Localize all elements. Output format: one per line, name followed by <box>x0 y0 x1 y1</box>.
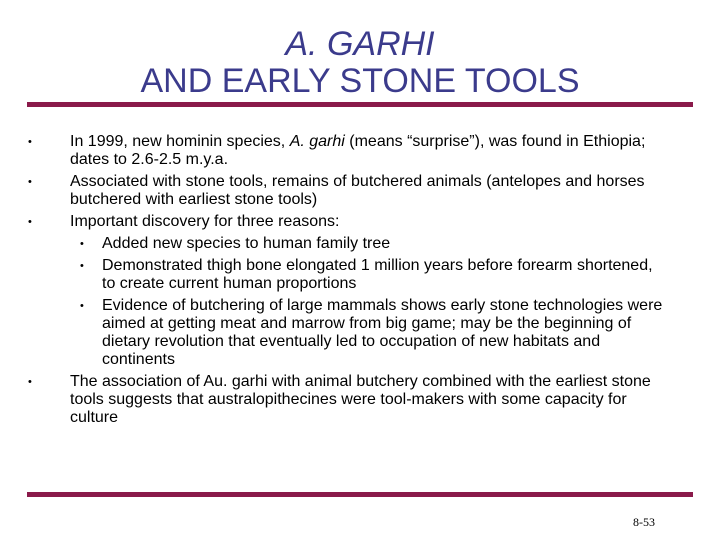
sub-bullet-item-2 <box>28 257 668 293</box>
slide-body <box>28 133 668 431</box>
sub-bullet-item-3 <box>28 297 668 369</box>
bullet-item-2 <box>28 173 668 209</box>
sub-bullet-3-text: Evidence of butchering of large mammals shows early stone technologies were aimed at getting meat and marrow from big game; may be the beginning of dietary revolution that eventually led to occupation of new habitats and continents <box>102 297 663 368</box>
bullet-icon: • <box>28 376 32 388</box>
slide-title-line-2: AND EARLY STONE TOOLS <box>140 62 580 100</box>
bullet-2-text: Associated with stone tools, remains of butchered animals (antelopes and horses butchered with earliest stone tools) <box>70 173 645 208</box>
sub-bullet-item-1 <box>28 235 668 253</box>
bullet-icon: • <box>28 216 32 228</box>
bottom-divider <box>27 492 693 497</box>
bullet-4-text: The association of Au. garhi with animal butchery combined with the earliest stone tools suggests that australopithecines were tool-makers with some capacity for culture <box>70 373 651 426</box>
bullet-1-text-pre: In 1999, new hominin species, <box>70 133 290 150</box>
sub-bullet-2-text: Demonstrated thigh bone elongated 1 million years before forearm shortened, to create current human proportions <box>102 257 653 292</box>
bullet-item-3 <box>28 213 668 231</box>
slide-title <box>0 26 720 100</box>
sub-bullet-icon: • <box>80 238 84 250</box>
bullet-item-4 <box>28 373 668 427</box>
sub-bullet-icon: • <box>80 300 84 312</box>
slide-title-line-1: A. GARHI <box>285 25 435 63</box>
bullet-1-species-name: A. garhi <box>289 133 345 150</box>
top-divider <box>27 102 693 107</box>
bullet-1-text-post: (means “surprise”), was found in Ethiopia; dates to 2.6-2.5 m.y.a. <box>70 133 646 168</box>
bullet-icon: • <box>28 136 32 148</box>
sub-bullet-1-text: Added new species to human family tree <box>102 235 391 252</box>
sub-bullet-icon: • <box>80 260 84 272</box>
bullet-item-1 <box>28 133 668 169</box>
bullet-3-text: Important discovery for three reasons: <box>70 213 340 230</box>
bullet-icon: • <box>28 176 32 188</box>
page-number: 8-53 <box>633 515 655 529</box>
